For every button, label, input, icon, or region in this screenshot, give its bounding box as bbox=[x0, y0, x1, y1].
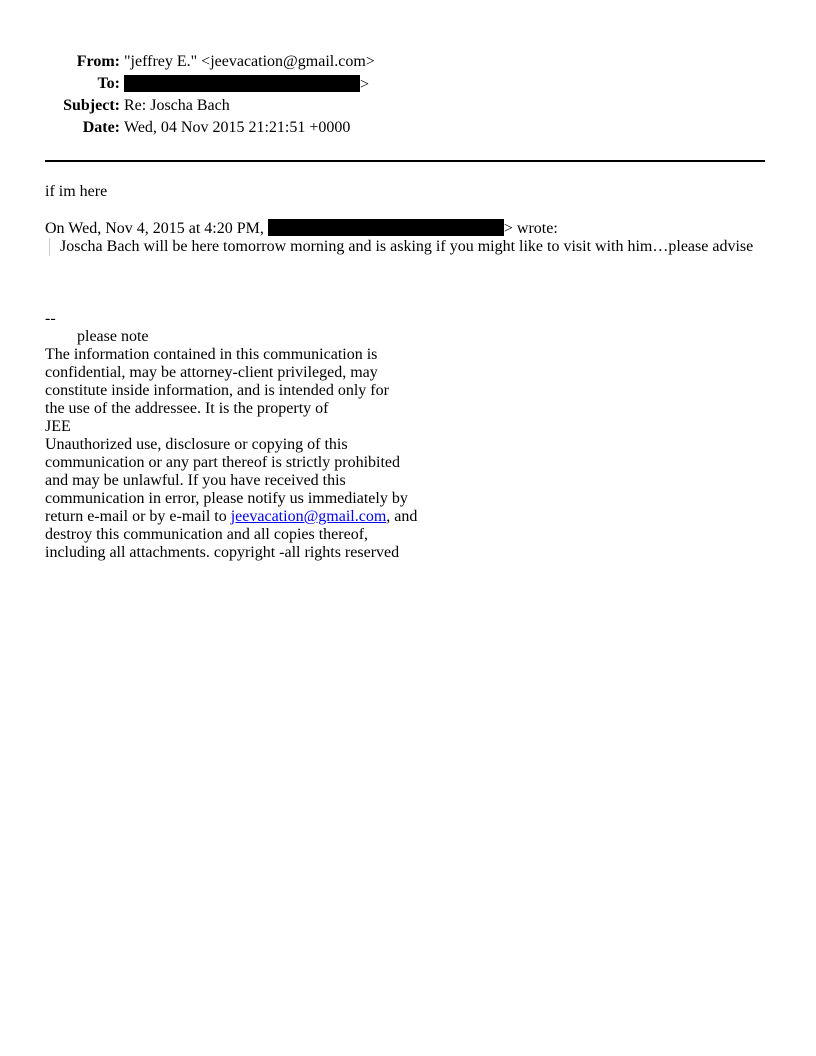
disclaimer-line: The information contained in this communication is bbox=[45, 346, 378, 363]
disclaimer-line: destroy this communication and all copies thereof, bbox=[45, 526, 369, 543]
date-label: Date: bbox=[82, 119, 120, 136]
disclaimer bbox=[45, 346, 425, 562]
to-row bbox=[0, 75, 816, 97]
disclaimer-line: the use of the addressee. It is the property of bbox=[45, 400, 329, 417]
to-suffix: > bbox=[360, 76, 370, 93]
attribution-prefix: On Wed, Nov 4, 2015 at 4:20 PM, bbox=[45, 220, 264, 237]
date-row bbox=[0, 119, 816, 141]
to-value bbox=[124, 75, 369, 94]
email-link[interactable]: jeevacation@gmail.com bbox=[230, 508, 387, 525]
quoted-message: Joscha Bach will be here tomorrow morning and is asking if you might like to visit with him…please advise bbox=[49, 238, 775, 256]
from-label: From: bbox=[76, 53, 120, 70]
subject-row bbox=[0, 97, 816, 119]
email-header bbox=[0, 53, 816, 141]
signature-separator: -- bbox=[45, 310, 56, 327]
sender-redaction bbox=[268, 219, 504, 236]
disclaimer-line-return bbox=[45, 508, 425, 526]
reply-text: if im here bbox=[45, 183, 108, 200]
date-value: Wed, 04 Nov 2015 21:21:51 +0000 bbox=[124, 119, 351, 136]
signature-note: please note bbox=[77, 328, 149, 345]
return-prefix: return e-mail or by e-mail to bbox=[45, 508, 227, 525]
disclaimer-line: and may be unlawful. If you have received this bbox=[45, 472, 346, 489]
from-value: "jeffrey E." <jeevacation@gmail.com> bbox=[124, 53, 375, 70]
disclaimer-line: constitute inside information, and is intended only for bbox=[45, 382, 389, 399]
subject-value: Re: Joscha Bach bbox=[124, 97, 230, 114]
email-body bbox=[45, 183, 775, 562]
disclaimer-line: JEE bbox=[45, 418, 71, 435]
disclaimer-line: communication or any part thereof is strictly prohibited bbox=[45, 454, 401, 471]
quote-attribution bbox=[45, 219, 775, 238]
subject-label: Subject: bbox=[63, 97, 120, 114]
from-row bbox=[0, 53, 816, 75]
disclaimer-line: confidential, may be attorney-client privileged, may bbox=[45, 364, 378, 381]
attribution-suffix: > wrote: bbox=[503, 220, 558, 237]
disclaimer-line: communication in error, please notify us immediately by bbox=[45, 490, 408, 507]
header-divider bbox=[45, 160, 765, 162]
return-suffix: , and bbox=[386, 508, 418, 525]
disclaimer-line: Unauthorized use, disclosure or copying of this bbox=[45, 436, 348, 453]
to-label: To: bbox=[97, 75, 120, 92]
disclaimer-line: including all attachments. copyright -all rights reserved bbox=[45, 544, 400, 561]
to-redaction bbox=[124, 75, 360, 92]
